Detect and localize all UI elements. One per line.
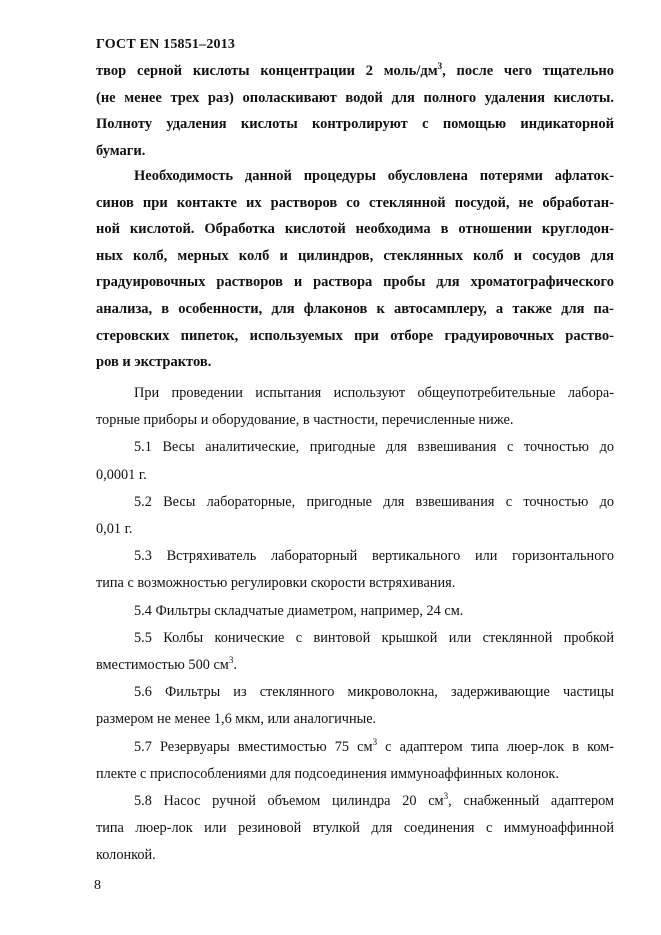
item-5-6-cont: размером не менее 1,6 мкм, или аналогичные. bbox=[96, 711, 377, 728]
text-line: ной кислотой. Обработка кислотой необходима в отношении круглодон- bbox=[96, 221, 614, 238]
item-5-1-cont: 0,0001 г. bbox=[96, 466, 147, 483]
text-line: ных колб, мерных колб и цилиндров, стеклянных колб и сосудов для bbox=[96, 247, 614, 264]
item-5-5-cont: вместимостью 500 $см^3$. bbox=[96, 655, 237, 674]
item-5-7-cont: плекте с приспособлениями для подсоединения иммуноаффинных колонок. bbox=[96, 765, 559, 782]
text-line: твор серной кислоты концентрации 2 моль/$дм^3$, после чего тщательно bbox=[96, 61, 615, 79]
item-5-8-cont: типа люер-лок или резиновой втулкой для соединения с иммуноаффинной bbox=[96, 820, 614, 837]
item-5-8-cont: колонкой. bbox=[96, 847, 156, 864]
text-line: Необходимость данной процедуры обусловлена потерями афлаток- bbox=[134, 168, 614, 184]
text-line: стеровских пипеток, используемых при отборе градуировочных раство- bbox=[96, 327, 614, 344]
text-line: синов при контакте их растворов со стеклянной посудой, не обработан- bbox=[96, 194, 614, 211]
item-5-7: 5.7 Резервуары вместимостью 75 $см^3$ с адаптером типа люер-лок в ком- bbox=[134, 736, 614, 755]
text-line: (не менее трех раз) ополаскивают водой для полного удаления кислоты. bbox=[96, 89, 614, 106]
item-5-2: 5.2 Весы лабораторные, пригодные для взвешивания с точностью до bbox=[134, 493, 614, 510]
item-5-3-cont: типа с возможностью регулировки скорости встряхивания. bbox=[96, 575, 456, 592]
text-line: Полноту удаления кислоты контролируют с помощью индикаторной bbox=[96, 116, 614, 133]
intro-line: торные приборы и оборудование, в частности, перечисленные ниже. bbox=[96, 412, 514, 429]
text-line: градуировочных растворов и раствора пробы для хроматографического bbox=[96, 274, 614, 291]
document-header: ГОСТ EN 15851–2013 bbox=[96, 37, 236, 52]
item-5-3: 5.3 Встряхиватель лабораторный вертикального или горизонтального bbox=[134, 548, 614, 565]
intro-line: При проведении испытания используют общеупотребительные лабора- bbox=[134, 385, 614, 401]
paragraph-aflatoxin-note bbox=[96, 163, 614, 376]
text-line: анализа, в особенности, для флаконов к автосамплеру, а также для па- bbox=[96, 300, 614, 317]
text-line: ров и экстрактов. bbox=[96, 354, 212, 371]
equipment-list bbox=[96, 380, 614, 870]
item-5-5: 5.5 Колбы конические с винтовой крышкой или стеклянной пробкой bbox=[134, 629, 614, 646]
item-5-8: 5.8 Насос ручной объемом цилиндра 20 $см^3$, снабженный адаптером bbox=[134, 791, 615, 810]
text-line: бумаги. bbox=[96, 142, 146, 159]
paragraph-acid-rinse bbox=[96, 58, 614, 164]
item-5-6: 5.6 Фильтры из стеклянного микроволокна, задерживающие частицы bbox=[134, 684, 614, 701]
item-5-2-cont: 0,01 г. bbox=[96, 521, 133, 538]
item-5-1: 5.1 Весы аналитические, пригодные для взвешивания с точностью до bbox=[134, 439, 614, 456]
item-5-4: 5.4 Фильтры складчатые диаметром, например, 24 см. bbox=[134, 602, 464, 619]
page-number: 8 bbox=[94, 878, 101, 893]
